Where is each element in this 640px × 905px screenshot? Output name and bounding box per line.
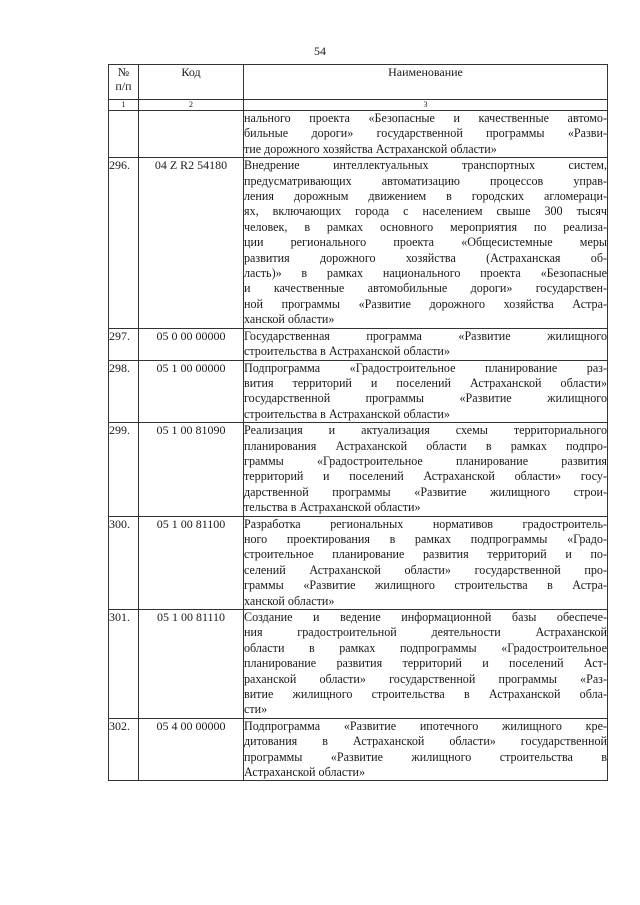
- row-name-line: тие дорожного хозяйства Астраханской области»: [244, 141, 497, 156]
- row-name: [244, 610, 608, 719]
- table-row: [109, 158, 608, 328]
- row-name-line: раханской области» государственной программы «Раз-: [244, 671, 607, 686]
- row-name-line: Государственная программа «Развитие жилищного: [244, 328, 607, 343]
- column-index-1: 1: [109, 100, 139, 111]
- table-row: [109, 328, 608, 360]
- table-row: [109, 423, 608, 516]
- row-name-line: сти»: [244, 702, 268, 717]
- row-name-line: предусматривающих автоматизацию процессов управ-: [244, 173, 607, 188]
- row-name-line: ласть)» в рамках национального проекта «Безопасные: [244, 266, 607, 281]
- row-name-line: планирование развития территорий и поселений Аст-: [244, 656, 607, 671]
- row-name-line: вития территорий и поселений Астраханской области»: [244, 375, 607, 390]
- column-index-2: 2: [139, 100, 244, 111]
- row-code: 05 1 00 81100: [139, 516, 244, 609]
- row-name-line: ции регионального проекта «Общесистемные меры: [244, 235, 607, 250]
- table-body: [109, 111, 608, 781]
- row-name-line: ления дорожным движением в городских агломераци-: [244, 189, 607, 204]
- row-name-line: ного проектирования в рамках подпрограммы «Градо-: [244, 531, 607, 546]
- row-code: 05 0 00 00000: [139, 328, 244, 360]
- row-name-line: нального проекта «Безопасные и качественные автомо-: [244, 111, 607, 125]
- row-name-line: человек, в рамках основного мероприятия по реализа-: [244, 219, 607, 234]
- row-name-line: ях, включающих города с населением свыше 300 тысяч: [244, 204, 607, 219]
- row-name-line: ния градостроительной деятельности Астраханской: [244, 625, 607, 640]
- row-name-line: ной программы «Развитие дорожного хозяйства Астра-: [244, 296, 607, 311]
- row-name-line: строительства в Астраханской области»: [244, 406, 450, 421]
- row-name-line: дитования в Астраханской области» государственной: [244, 734, 607, 749]
- row-name-line: Внедрение интеллектуальных транспортных систем,: [244, 158, 607, 173]
- row-number: 298.: [109, 360, 139, 423]
- row-name: [244, 328, 608, 360]
- row-name: [244, 111, 608, 158]
- row-number: 299.: [109, 423, 139, 516]
- header-number-line1: №: [117, 65, 130, 79]
- row-name-line: планирования Астраханской области в рамках подпро-: [244, 438, 607, 453]
- row-name-line: Разработка региональных нормативов градостроитель-: [244, 516, 607, 531]
- row-name-line: ханской области»: [244, 312, 335, 327]
- row-number: 296.: [109, 158, 139, 328]
- row-name-line: развития дорожного хозяйства (Астраханская об-: [244, 250, 607, 265]
- row-name-line: селений Астраханской области» государственной про-: [244, 562, 607, 577]
- row-name-line: области в рамках подпрограммы «Градостроительное: [244, 640, 607, 655]
- row-name: [244, 423, 608, 516]
- row-name-line: ханской области»: [244, 593, 335, 608]
- column-index-3: 3: [244, 100, 608, 111]
- header-row: [109, 65, 608, 100]
- row-code: 05 1 00 00000: [139, 360, 244, 423]
- row-name-line: Подпрограмма «Развитие ипотечного жилищного кре-: [244, 718, 607, 733]
- row-name-line: Подпрограмма «Градостроительное планирование раз-: [244, 360, 607, 375]
- row-code: 05 1 00 81090: [139, 423, 244, 516]
- row-name-line: строительства в Астраханской области»: [244, 344, 450, 359]
- row-name-line: Астраханской области»: [244, 765, 366, 780]
- row-name-line: государственной программы «Развитие жилищного: [244, 391, 607, 406]
- row-code: 05 4 00 00000: [139, 718, 244, 781]
- row-number: 301.: [109, 610, 139, 719]
- header-number: [109, 65, 139, 100]
- row-name-line: программы «Развитие жилищного строительства в: [244, 749, 607, 764]
- row-code: 04 Z R2 54180: [139, 158, 244, 328]
- row-name-line: и качественные автомобильные дороги» государствен-: [244, 281, 607, 296]
- codes-table: [108, 64, 608, 781]
- row-name-line: граммы «Градостроительное планирование развития: [244, 453, 607, 468]
- row-name-line: граммы «Развитие жилищного строительства в Астра-: [244, 578, 607, 593]
- row-name-line: дарственной программы «Развитие жилищного строи-: [244, 484, 607, 499]
- table-row: [109, 360, 608, 423]
- row-name-line: Реализация и актуализация схемы территориального: [244, 423, 607, 438]
- header-name: Наименование: [244, 65, 608, 100]
- row-name-line: территорий и поселений Астраханской области» госу-: [244, 469, 607, 484]
- row-name-line: бильные дороги» государственной программы «Разви-: [244, 126, 607, 141]
- table-row: [109, 111, 608, 158]
- header-number-line2: п/п: [115, 79, 132, 93]
- table-row: [109, 610, 608, 719]
- row-name-line: витие жилищного строительства в Астраханской обла-: [244, 687, 607, 702]
- row-name: [244, 360, 608, 423]
- row-name-line: Создание и ведение информационной базы обеспече-: [244, 610, 607, 624]
- row-name: [244, 718, 608, 781]
- column-index-row: [109, 100, 608, 111]
- page-number: 54: [314, 44, 326, 58]
- row-name-line: тельства в Астраханской области»: [244, 500, 421, 515]
- row-name: [244, 516, 608, 609]
- table-row: [109, 718, 608, 781]
- row-number: 302.: [109, 718, 139, 781]
- row-number: [109, 111, 139, 158]
- row-number: 297.: [109, 328, 139, 360]
- header-code: Код: [139, 65, 244, 100]
- table-row: [109, 516, 608, 609]
- row-name: [244, 158, 608, 328]
- row-number: 300.: [109, 516, 139, 609]
- row-name-line: строительное планирование развития территорий и по-: [244, 547, 607, 562]
- row-code: [139, 111, 244, 158]
- row-code: 05 1 00 81110: [139, 610, 244, 719]
